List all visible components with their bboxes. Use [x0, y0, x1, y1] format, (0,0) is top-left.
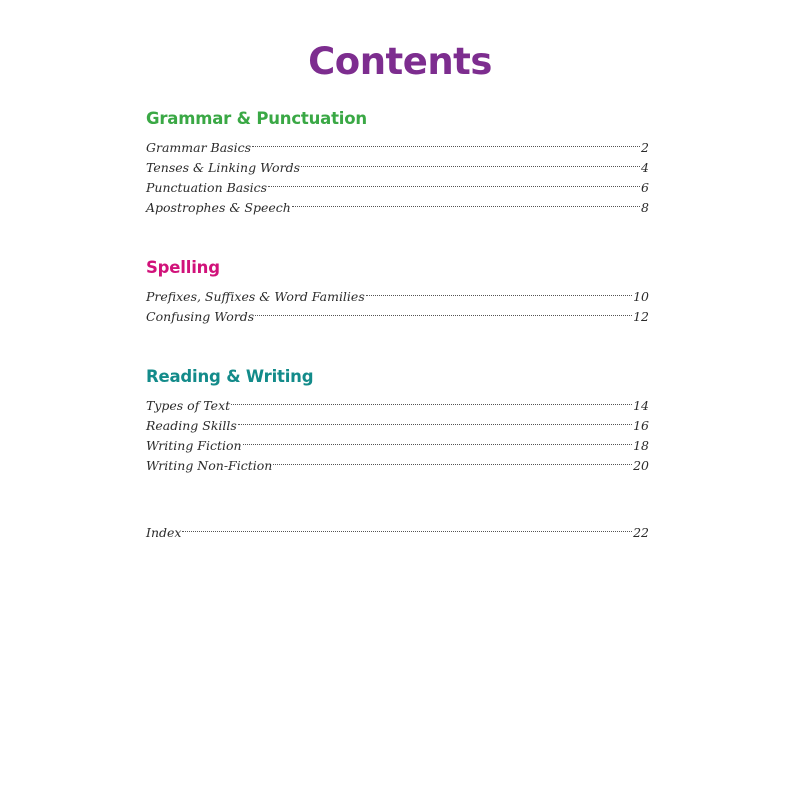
toc-entry-label: Punctuation Basics — [146, 180, 268, 195]
dot-leader — [255, 301, 632, 321]
toc-entry-page: 10 — [633, 289, 649, 304]
dot-leader — [273, 450, 632, 470]
toc-list — [146, 281, 649, 324]
dot-leader — [231, 390, 632, 410]
toc-entry-page: 4 — [641, 160, 649, 175]
section-heading: Reading & Writing — [146, 367, 314, 386]
toc-entry-page: 20 — [633, 458, 649, 473]
toc-entry-label: Grammar Basics — [146, 140, 251, 155]
toc-entry-label: Prefixes, Suffixes & Word Families — [146, 289, 365, 304]
toc-entry[interactable] — [146, 390, 649, 413]
toc-entry-label: Index — [146, 525, 182, 540]
toc-entry-label: Apostrophes & Speech — [146, 200, 291, 215]
toc-entry-index[interactable] — [146, 517, 649, 540]
toc-entry-page: 14 — [633, 398, 649, 413]
toc-entry-label: Reading Skills — [146, 418, 237, 433]
dot-leader — [268, 172, 640, 192]
section-spelling — [146, 257, 649, 324]
toc-list — [146, 132, 649, 215]
toc-list — [146, 517, 649, 540]
dot-leader — [182, 517, 632, 537]
toc-entry-page: 22 — [633, 525, 649, 540]
dot-leader — [243, 430, 633, 450]
section-grammar-punctuation — [146, 108, 649, 215]
dot-leader — [238, 410, 632, 430]
toc-entry-label: Confusing Words — [146, 309, 255, 324]
toc-entry-label: Writing Fiction — [146, 438, 242, 453]
section-heading: Spelling — [146, 258, 220, 277]
toc-entry-label: Types of Text — [146, 398, 231, 413]
toc-list — [146, 390, 649, 473]
dot-leader — [252, 132, 640, 152]
page-title: Contents — [308, 40, 492, 83]
toc-entry[interactable] — [146, 132, 649, 155]
toc-entry-page: 12 — [633, 309, 649, 324]
toc-entry-page: 2 — [641, 140, 649, 155]
toc-entry[interactable] — [146, 281, 649, 304]
toc-entry-page: 6 — [641, 180, 649, 195]
dot-leader — [292, 192, 640, 212]
section-heading: Grammar & Punctuation — [146, 109, 367, 128]
toc-entry-page: 8 — [641, 200, 649, 215]
toc-entry-label: Writing Non-Fiction — [146, 458, 273, 473]
toc-entry-page: 18 — [633, 438, 649, 453]
section-index — [146, 517, 649, 540]
section-reading-writing — [146, 366, 649, 473]
dot-leader — [366, 281, 632, 301]
dot-leader — [301, 152, 640, 172]
toc-entry-page: 16 — [633, 418, 649, 433]
toc-entry-label: Tenses & Linking Words — [146, 160, 300, 175]
